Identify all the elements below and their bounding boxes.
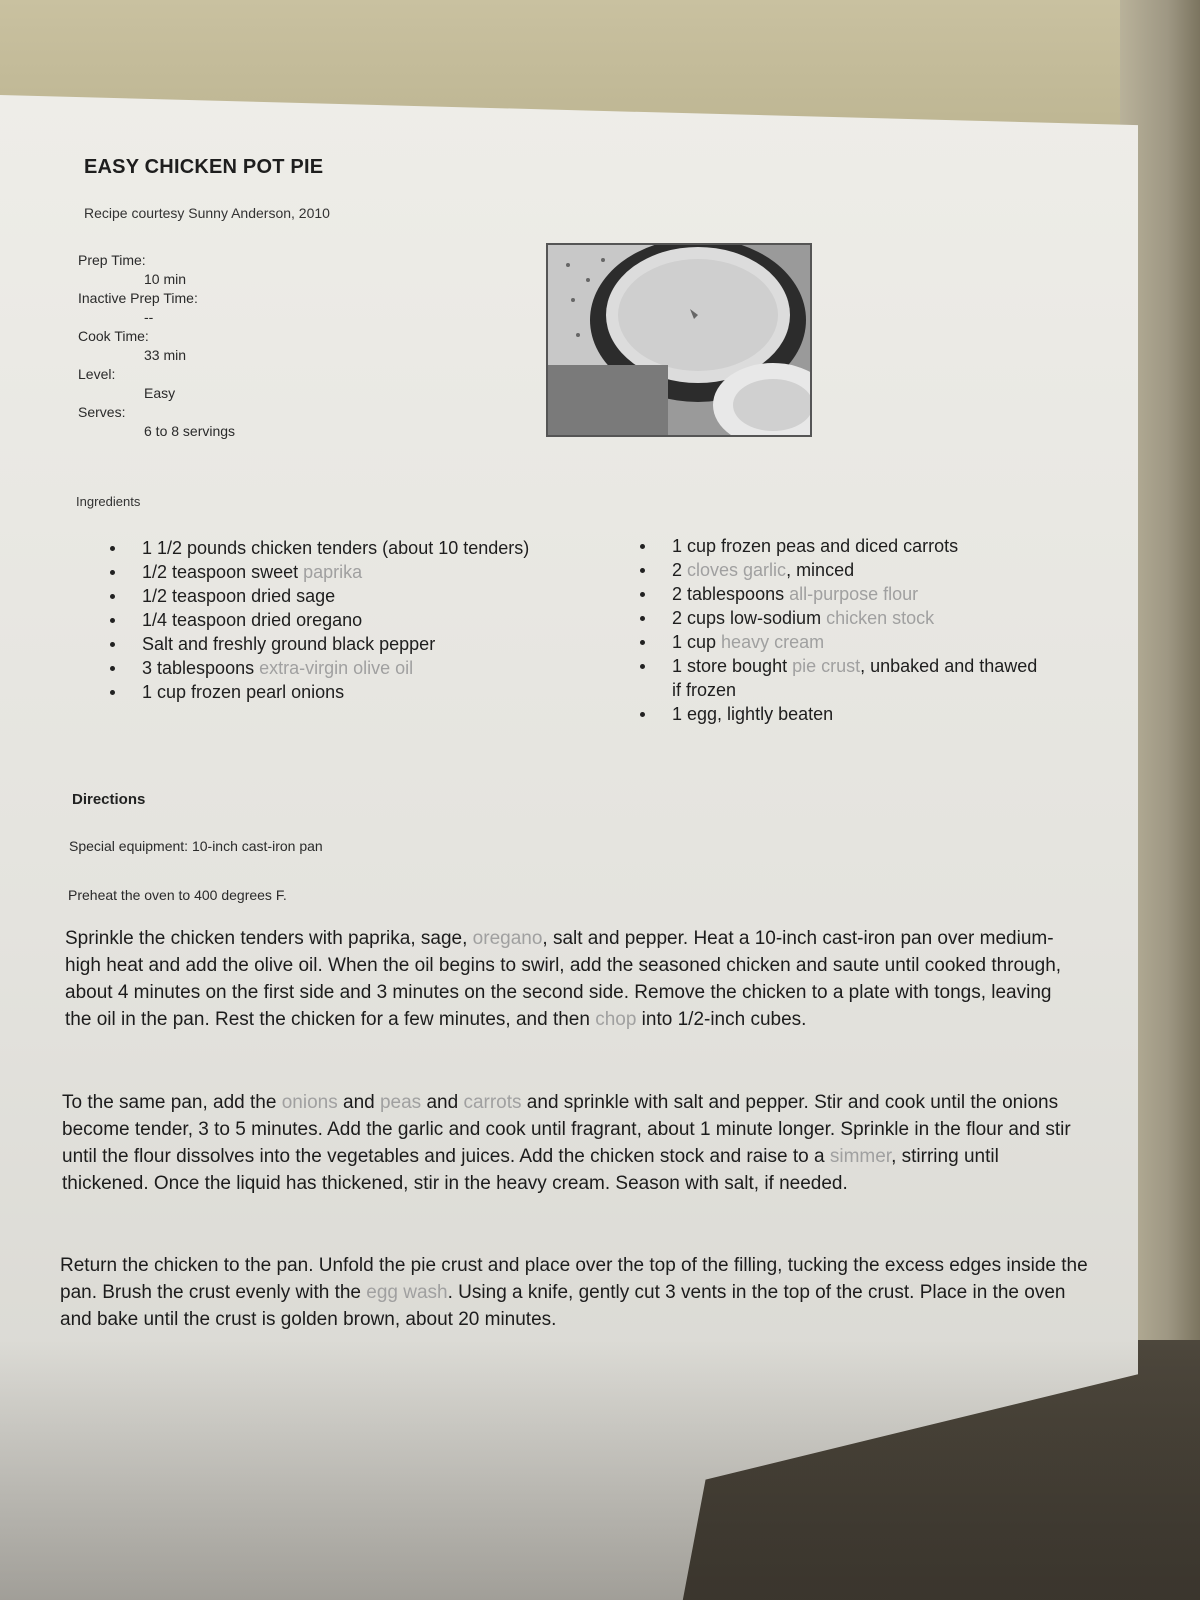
ingredient-item (640, 630, 1040, 654)
text-run: into 1/2-inch cubes. (636, 1009, 807, 1030)
text-run: , stirring until thickened. Once the liquid has thickened, stir in the heavy cream. Season with salt, if needed. (62, 1146, 999, 1194)
linked-term[interactable]: paprika (303, 562, 363, 582)
linked-term[interactable]: all-purpose flour (789, 584, 919, 604)
text-run: 1 store bought (672, 656, 793, 676)
text-run: , minced (786, 560, 855, 580)
ingredients-heading: Ingredients (76, 494, 141, 509)
ingredient-item (640, 558, 1040, 582)
level-label: Level: (78, 366, 116, 382)
ingredients-list-right (640, 534, 1040, 726)
linked-term[interactable]: onions (281, 1092, 338, 1113)
ingredient-item (110, 608, 530, 632)
text-run: , unbaked and thawed if frozen (672, 656, 1038, 700)
text-run: 1 egg, lightly beaten (672, 704, 834, 724)
ingredient-item (110, 560, 530, 584)
text-run: 1 cup (672, 632, 722, 652)
text-run: and sprinkle with salt and pepper. Stir and cook until the onions become tender, 3 to 5 minutes. Add the garlic and cook until fragrant, about 1 minute longer. Sprinkle in the flour and stir until the flour dissolves into the vegetables and juices. Add the chicken stock and raise to a (62, 1092, 1071, 1167)
level-value: Easy (144, 385, 176, 401)
text-run: and (421, 1092, 464, 1113)
ingredient-item (110, 656, 530, 680)
linked-term[interactable]: simmer (829, 1146, 892, 1167)
ingredient-item (640, 702, 1040, 726)
linked-term[interactable]: heavy cream (721, 632, 825, 652)
recipe-photo (546, 243, 812, 437)
text-run: and (337, 1092, 380, 1113)
direction-paragraph-1 (65, 925, 1065, 1033)
serves-label: Serves: (78, 404, 126, 420)
ingredient-item (110, 680, 530, 704)
text-run: 2 tablespoons (672, 584, 790, 604)
ingredient-item (640, 582, 1040, 606)
text-run: Return the chicken to the pan. Unfold the pie crust and place over the top of the filling, tucking the excess edges inside the pan. Brush the crust evenly with the (60, 1255, 1088, 1303)
ingredient-item (110, 536, 530, 560)
linked-term[interactable]: pie crust (792, 656, 861, 676)
prep-time-value: 10 min (144, 271, 187, 287)
recipe-title: EASY CHICKEN POT PIE (84, 156, 324, 178)
text-run: . Using a knife, gently cut 3 vents in the top of the crust. Place in the oven and bake until the crust is golden brown, about 20 minutes. (60, 1282, 1066, 1330)
text-run: 3 tablespoons (142, 658, 260, 678)
inactive-prep-value: -- (144, 309, 154, 325)
direction-paragraph-3 (60, 1252, 1090, 1333)
inactive-prep-label: Inactive Prep Time: (78, 290, 198, 306)
special-equipment: Special equipment: 10-inch cast-iron pan (69, 838, 323, 854)
direction-paragraph-2 (62, 1089, 1082, 1197)
ingredient-item (640, 654, 1040, 702)
preheat-step: Preheat the oven to 400 degrees F. (68, 887, 287, 903)
text-run: 2 (672, 560, 688, 580)
linked-term[interactable]: peas (379, 1092, 422, 1113)
linked-term[interactable]: egg wash (366, 1282, 448, 1303)
text-run: 1/2 teaspoon sweet (142, 562, 304, 582)
linked-term[interactable]: carrots (463, 1092, 522, 1113)
text-run: 1 1/2 pounds chicken tenders (about 10 tenders) (142, 538, 530, 558)
recipe-meta (78, 252, 338, 442)
linked-term[interactable]: cloves garlic (687, 560, 787, 580)
text-run: 1 cup frozen peas and diced carrots (672, 536, 959, 556)
text-run: 1/2 teaspoon dried sage (142, 586, 336, 606)
text-run: Salt and freshly ground black pepper (142, 634, 436, 654)
ingredients-list-left (110, 536, 530, 704)
text-run: To the same pan, add the (62, 1092, 282, 1113)
text-run: Sprinkle the chicken tenders with paprika, sage, (65, 928, 473, 949)
text-run: 1 cup frozen pearl onions (142, 682, 345, 702)
linked-term[interactable]: oregano (472, 928, 543, 949)
text-run: , salt and pepper. Heat a 10-inch cast-iron pan over medium-high heat and add the olive oil. When the oil begins to swirl, add the seasoned chicken and saute until cooked through, about 4 minutes on the first side and 3 minutes on the second side. Remove the chicken to a plate with tongs, leaving the oil in the pan. Rest the chicken for a few minutes, and then (65, 928, 1062, 1030)
serves-value: 6 to 8 servings (144, 423, 236, 439)
cook-time-value: 33 min (144, 347, 187, 363)
directions-heading: Directions (72, 791, 146, 808)
linked-term[interactable]: extra-virgin olive oil (259, 658, 414, 678)
ingredient-item (640, 606, 1040, 630)
pot-pie-photo-icon (548, 245, 810, 435)
text-run: 2 cups low-sodium (672, 608, 827, 628)
ingredient-item (110, 584, 530, 608)
linked-term[interactable]: chop (595, 1009, 637, 1030)
ingredient-item (640, 534, 1040, 558)
linked-term[interactable]: chicken stock (826, 608, 935, 628)
cook-time-label: Cook Time: (78, 328, 149, 344)
recipe-credit: Recipe courtesy Sunny Anderson, 2010 (84, 205, 330, 221)
text-run: 1/4 teaspoon dried oregano (142, 610, 363, 630)
ingredient-item (110, 632, 530, 656)
prep-time-label: Prep Time: (78, 252, 146, 268)
